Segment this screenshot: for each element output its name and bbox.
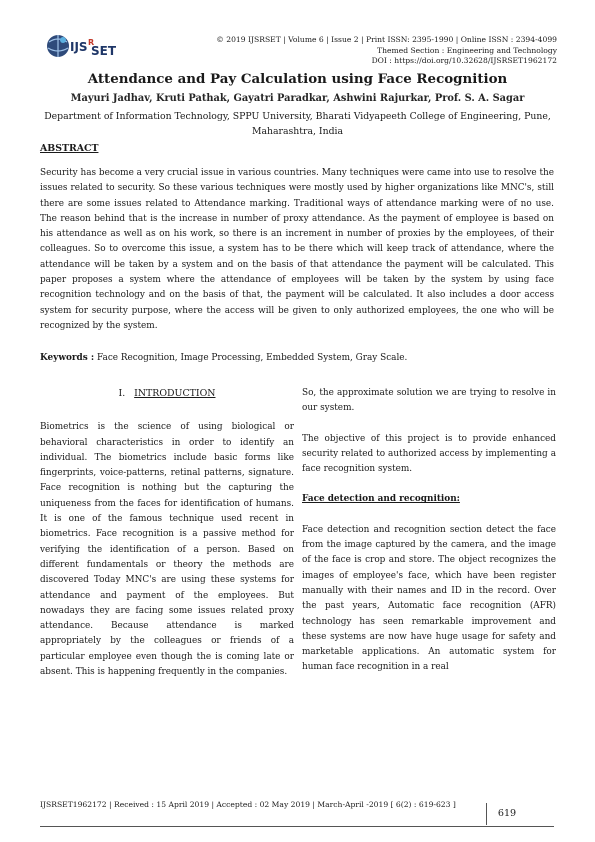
right-paragraph-2: The objective of this project is to provide enhanced security related to authorized access by implementing a face recognition system. <box>302 433 556 475</box>
paper-authors: Mayuri Jadhav, Kruti Pathak, Gayatri Paradkar, Ashwini Rajurkar, Prof. S. A. Sagar <box>70 93 525 104</box>
meta-line-2: Themed Section : Engineering and Technology <box>377 45 557 55</box>
intro-paragraph: Biometrics is the science of using biological or behavioral characteristics in order to identify an individual. The biometrics include basic forms like fingerprints, voice-patterns, retinal patterns, signature. Face recognition is nothing but the capturing the uniqueness from the faces for identification of humans. It is one of the famous technique used recent in biometrics. Face recognition is a passive method for verifying the identification of a person. Based on different fundamentals or theory the methods are discovered Today MNC's are using these systems for attendance and payment of the employees. But nowadays they are facing some issues related proxy attendance. Because attendance is marked appropriately by the colleagues or friends of a particular employee even though the is coming late or absent. This is happening frequently in the companies. <box>40 422 294 678</box>
face-detection-heading: Face detection and recognition: <box>302 494 460 505</box>
header-meta <box>177 35 557 67</box>
right-paragraph-1: So, the approximate solution we are trying to resolve in our system. <box>302 388 556 414</box>
intro-number: I. <box>118 388 126 399</box>
keywords-line <box>40 353 554 363</box>
meta-line-3: DOI : https://doi.org/10.32628/IJSRSET1962172 <box>371 56 557 66</box>
globe-icon <box>47 35 69 57</box>
left-column <box>40 386 294 680</box>
svg-text:R: R <box>88 38 95 47</box>
abstract-heading: ABSTRACT <box>40 143 99 154</box>
journal-logo <box>44 30 124 64</box>
paper-affiliation: Department of Information Technology, SPPU University, Bharati Vidyapeeth College of Engineering, Pune, Maharashtra, India <box>44 111 551 137</box>
footer-rule <box>40 826 554 827</box>
abstract-text: Security has become a very crucial issue in various countries. Many techniques were came into use to resolve the issues related to security. So these various techniques were mostly used by higher organizations like MNC's, still there are some issues related to Attendance marking. Traditional ways of attendance marking were of no use. The reason behind that is the increase in number of proxy attendance. As the payment of employee is based on his attendance as well as on his work, so there is an increment in number of proxies by the employees, of their colleagues. So to overcome this issue, a system has to be there which will keep track of attendance, where the attendance will be taken by a system and on the basis of that attendance the payment will be calculated. This paper proposes a system where the attendance of employees will be taken by the system by using face recognition technology and on the basis of that, the payment will be calculated. It also includes a door access system for security purpose, where the access will be given to only authorized employees, the one who will be recognized by the system. <box>40 168 554 331</box>
keywords-text: Face Recognition, Image Processing, Embedded System, Gray Scale. <box>96 353 408 363</box>
svg-text:IJS: IJS <box>70 40 88 54</box>
right-paragraph-3: Face detection and recognition section detect the face from the image captured by the camera, and the image of the face is crop and store. The object recognizes the images of employee's face, which have been register manually with their names and ID in the record. Over the past years, Automatic face recognition (AFR) technology has seen remarkable improvement and these systems are now have huge usage for safety and marketable applications. An automatic system for human face recognition in a real <box>302 524 556 673</box>
intro-title: INTRODUCTION <box>134 388 216 399</box>
page-number: 619 <box>486 803 527 825</box>
keywords-label: Keywords : <box>40 353 95 363</box>
paper-title: Attendance and Pay Calculation using Face Recognition <box>87 71 508 87</box>
footer-citation: IJSRSET1962172 | Received : 15 April 2019 | Accepted : 02 May 2019 | March-April -2019 [ 6(2) : 619-623 ] <box>40 800 456 809</box>
svg-text:SET: SET <box>91 44 117 58</box>
meta-line-1: © 2019 IJSRSET | Volume 6 | Issue 2 | Print ISSN: 2395-1990 | Online ISSN : 2394-4099 <box>216 35 557 44</box>
right-column <box>302 386 556 676</box>
intro-heading <box>40 386 294 401</box>
